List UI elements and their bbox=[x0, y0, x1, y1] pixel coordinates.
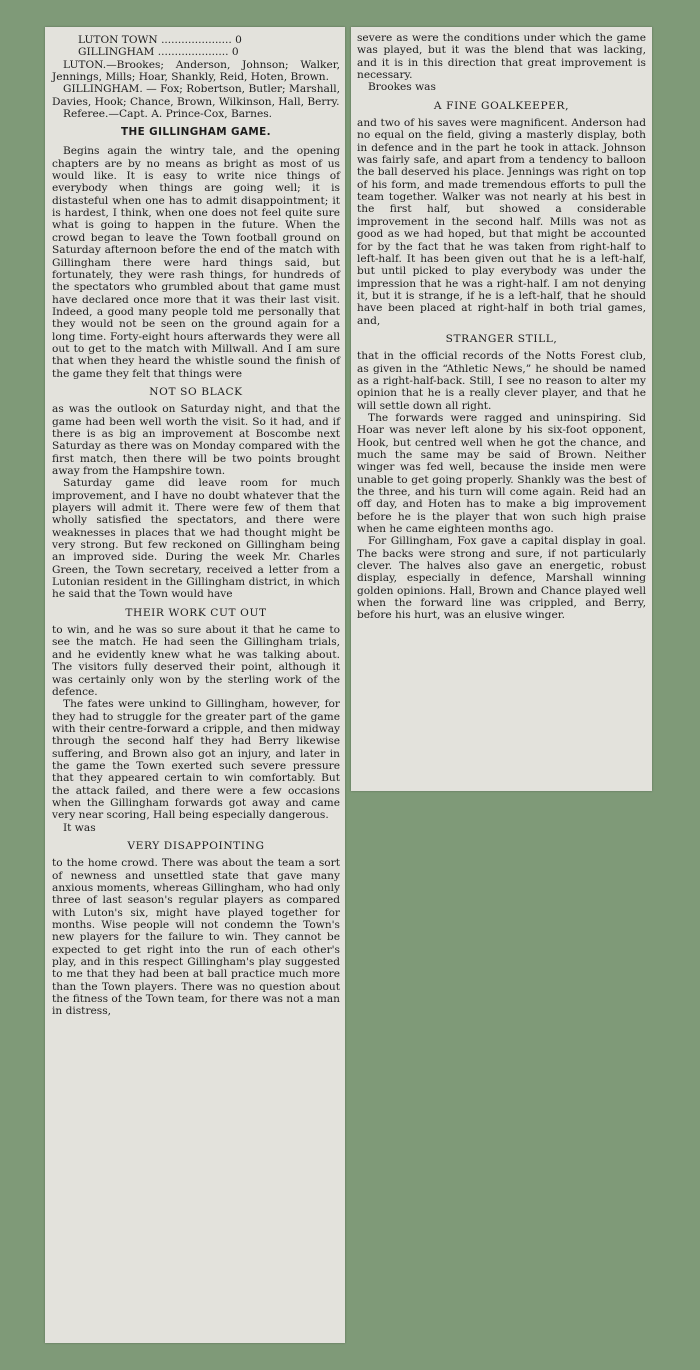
article-headline: THE GILLINGHAM GAME. bbox=[121, 126, 271, 139]
paragraph: that in the official records of the Notts Forest club, as given in the “Athletic News,” he should be named as a right-half-back. Still, I see no reason to alter my opinion that he is a really clever player, and that he will settle down all right. bbox=[357, 350, 646, 412]
paragraph: The fates were unkind to Gillingham, however, for they had to struggle for the greater part of the game with their centre-forward a cripple, and then midway through the second half they had Berry likewise suffering, and Brown also got an injury, and later in the game the Town exerted such severe pressure that they appeared certain to win comfortably. But the attack failed, and there were a few occasions when the Gillingham forwards got away and came very near scoring, Hall being especially dangerous. bbox=[52, 698, 340, 822]
paragraph: It was bbox=[63, 821, 96, 834]
lineup-gillingham: GILLINGHAM. — Fox; Robertson, Butler; Marshall, Davies, Hook; Chance, Brown, Wilkinson, Hall, Berry. bbox=[52, 83, 340, 108]
score-line-gillingham bbox=[52, 46, 340, 58]
score-block bbox=[52, 34, 340, 59]
paragraph: For Gillingham, Fox gave a capital display in goal. The backs were strong and sure, if not particularly clever. The halves also gave an energetic, robust display, especially in defence, Marshall winning golden opinions. Hall, Brown and Chance played well when the forward line was crippled, and Berry, before his hurt, was an elusive winger. bbox=[357, 535, 646, 622]
score-dots: ..................... bbox=[161, 34, 232, 46]
score-value: 0 bbox=[231, 46, 239, 59]
paragraph: to win, and he was so sure about it that he came to see the match. He had seen the Gillingham trials, and he evidently knew what he was talking about. The visitors fully deserved their point, although it was certainly only won by the sterling work of the defence. bbox=[52, 624, 340, 698]
paragraph: and two of his saves were magnificent. Anderson had no equal on the field, giving a masterly display, both in defence and in the part he took in attack. Johnson was fairly safe, and apart from a tendency to balloon the ball deserved his place. Jennings was right on top of his form, and made tremendous efforts to pull the team together. Walker was not nearly at his best in the first half, but showed a considerable improvement in the second half. Mills was not as good as we had hoped, but that might be accounted for by the fact that he was taken from right-half to left-half. It has been given out that he is a left-half, but until picked to play everybody was under the impression that he was a right-half. I am not denying it, but it is strange, if he is a left-half, that he should have been placed at right-half in both trial games, and, bbox=[357, 117, 646, 327]
paragraph: severe as were the conditions under which the game was played, but it was the blend that was lacking, and it is in this direction that great improvement is necessary. bbox=[357, 32, 646, 82]
lineup-luton: LUTON.—Brookes; Anderson, Johnson; Walker, Jennings, Mills; Hoar, Shankly, Reid, Hoten, Brown. bbox=[52, 58, 340, 84]
subheading: VERY DISAPPOINTING bbox=[127, 839, 265, 852]
team-name: LUTON TOWN bbox=[78, 34, 158, 46]
paragraph: to the home crowd. There was about the team a sort of newness and unsettled state that gave many anxious moments, whereas Gillingham, who had only three of last season's regular players as compared with Luton's six, might have played together for months. Wise people will not condemn the Town's new players for the failure to win. They cannot be expected to get right into the run of each other's play, and in this respect Gillingham's play suggested to me that they had been at ball practice much more than the Town players. There was no question about the fitness of the Town team, for there was not a man in distress, bbox=[52, 857, 340, 1018]
subheading: STRANGER STILL, bbox=[445, 332, 558, 345]
column-left-content bbox=[52, 34, 340, 1018]
paragraph: Saturday game did leave room for much improvement, and I have no doubt whatever that the players will admit it. There were few of them that wholly satisfied the spectators, and there were weaknesses in places that we had thought might be very strong. But few reckoned on Gillingham being an improved side. During the week Mr. Charles Green, the Town secretary, received a letter from a Lutonian resident in the Gillingham district, in which he said that the Town would have bbox=[52, 477, 340, 601]
paragraph: Brookes was bbox=[368, 81, 436, 94]
score-line-luton bbox=[52, 34, 340, 46]
subheading: NOT SO BLACK bbox=[149, 385, 243, 398]
paragraph: as was the outlook on Saturday night, and that the game had been well worth the visit. So it had, and if there is as big an improvement at Boscombe next Saturday as there was on Monday compared with the first match, then there will be two points brought away from the Hampshire town. bbox=[52, 403, 340, 477]
score-value: 0 bbox=[235, 34, 242, 46]
paragraph: Begins again the wintry tale, and the opening chapters are by no means as bright as most of us would like. It is easy to write nice things of everybody when things are going well; it is distasteful when one has to admit disappointment; it is hardest, I think, when one does not feel quite sure what is going to happen in the future. When the crowd began to leave the Town football ground on Saturday afternoon before the end of the match with Gillingham there were hard things said, but fortunately, they were rash things, for hundreds of the spectators who grumbled about that game must have declared once more that it was their last visit. Indeed, a good many people told me personally that they would not be seen on the ground again for a long time. Forty-eight hours afterwards they were all out to get to the match with Millwall. And I am sure that when they heard the whistle sound the finish of the game they felt that things were bbox=[52, 145, 340, 380]
clipping-column-right bbox=[351, 27, 652, 791]
clipping-column-left bbox=[45, 27, 345, 1343]
referee-line: Referee.—Capt. A. Prince-Cox, Barnes. bbox=[63, 108, 273, 121]
team-name: GILLINGHAM bbox=[78, 46, 155, 59]
subheading: THEIR WORK CUT OUT bbox=[125, 606, 267, 619]
subheading: A FINE GOALKEEPER, bbox=[433, 99, 570, 112]
column-right-content bbox=[357, 32, 646, 622]
paragraph: The forwards were ragged and uninspiring. Sid Hoar was never left alone by his six-foot opponent, Hook, but centred well when he got the chance, and much the same may be said of Brown. Neither winger was fed well, because the inside men were unable to get going properly. Shankly was the best of the three, and his turn will come again. Reid had an off day, and Hoten has to make a big improvement before he is the player that won such high praise when he came eighteen months ago. bbox=[357, 411, 646, 536]
score-dots: ..................... bbox=[157, 46, 229, 59]
